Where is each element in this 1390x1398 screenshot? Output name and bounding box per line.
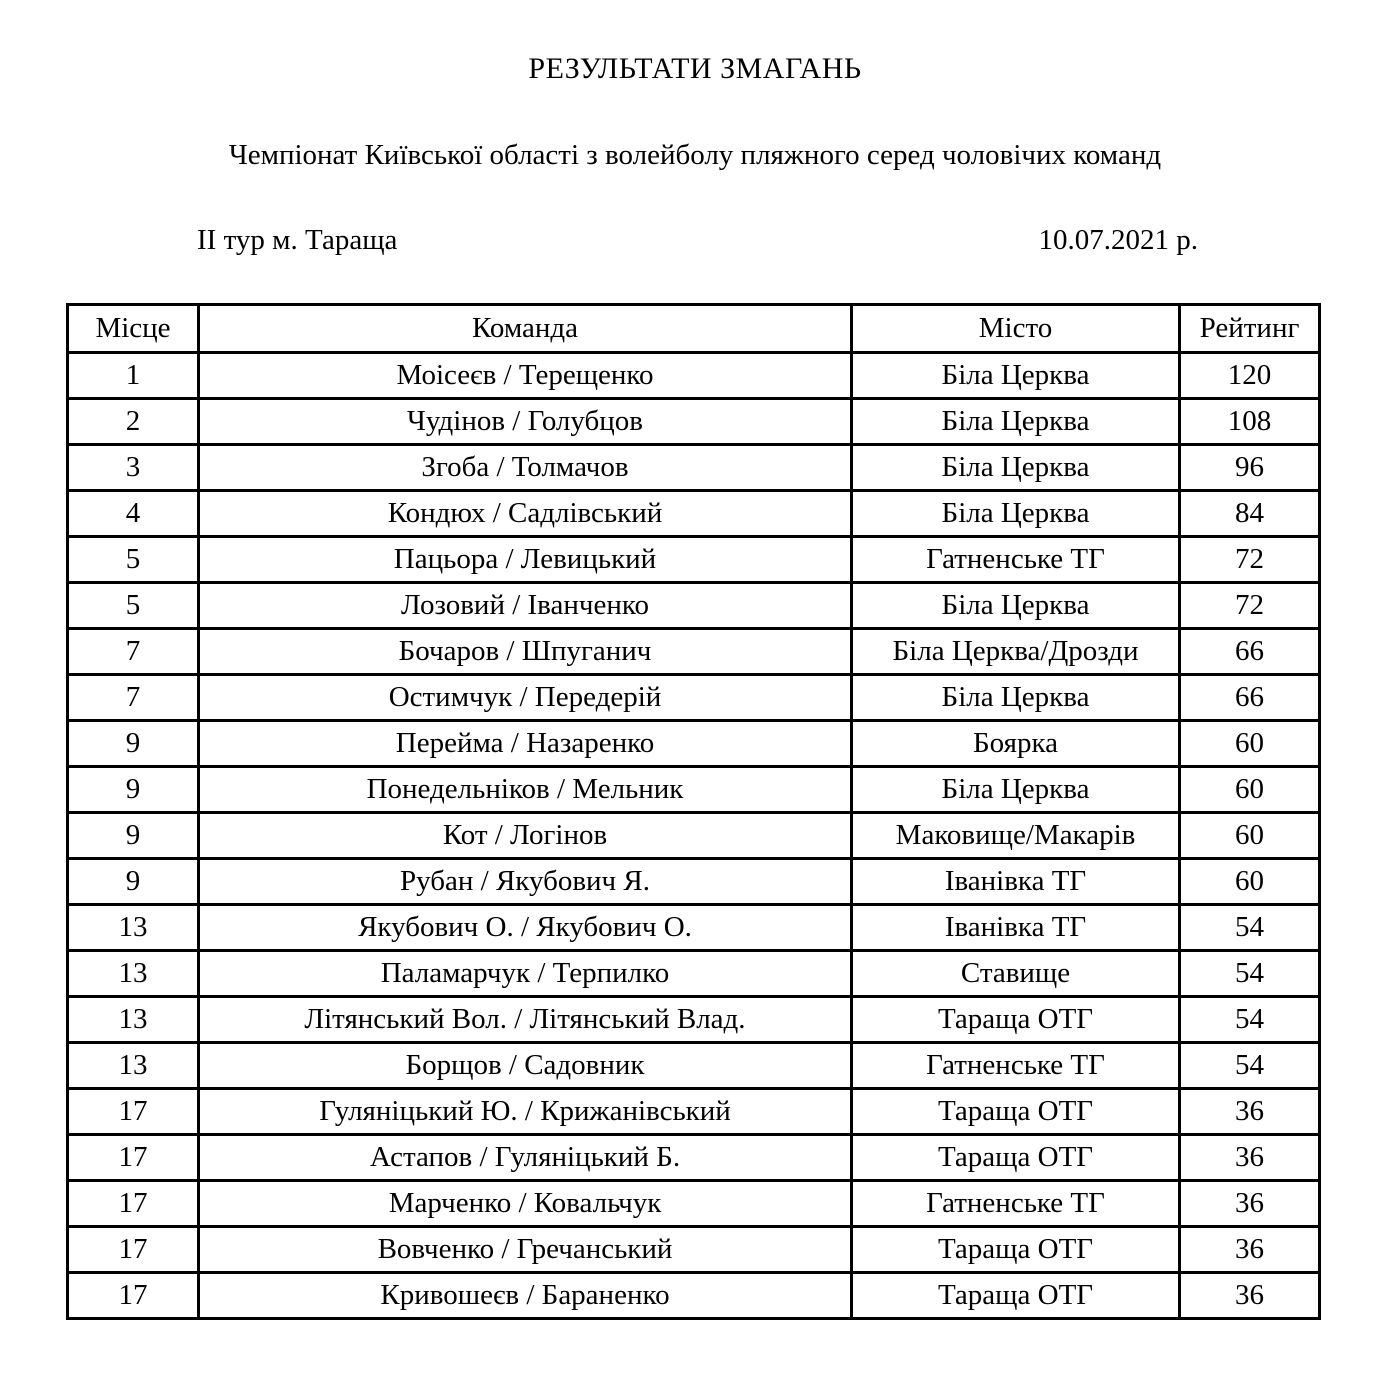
cell-team: Чудінов / Голубцов [199,399,852,445]
cell-place: 13 [68,951,199,997]
cell-city: Біла Церква [852,675,1180,721]
table-row [68,445,1320,491]
cell-place: 5 [68,537,199,583]
competition-subtitle: Чемпіонат Київської області з волейболу пляжного серед чоловічих команд [228,138,1162,171]
cell-place: 9 [68,859,199,905]
cell-team: Бочаров / Шпуганич [199,629,852,675]
table-header-row [68,305,1320,353]
cell-city: Іванівка ТГ [852,859,1180,905]
cell-place: 17 [68,1273,199,1319]
cell-place: 4 [68,491,199,537]
cell-city: Біла Церква [852,583,1180,629]
cell-team: Кондюх / Садлівський [199,491,852,537]
cell-place: 7 [68,675,199,721]
cell-place: 9 [68,767,199,813]
cell-team: Згоба / Толмачов [199,445,852,491]
cell-place: 17 [68,1089,199,1135]
cell-rating: 36 [1180,1227,1320,1273]
cell-city: Ставище [852,951,1180,997]
cell-place: 1 [68,353,199,399]
cell-rating: 36 [1180,1135,1320,1181]
table-row [68,767,1320,813]
cell-place: 13 [68,905,199,951]
tour-label: ІІ тур м. Тараща [197,223,398,256]
cell-city: Тараща ОТГ [852,1089,1180,1135]
cell-team: Понедельніков / Мельник [199,767,852,813]
table-row [68,951,1320,997]
cell-city: Боярка [852,721,1180,767]
cell-place: 13 [68,1043,199,1089]
cell-rating: 60 [1180,859,1320,905]
cell-team: Лозовий / Іванченко [199,583,852,629]
table-row [68,997,1320,1043]
cell-place: 5 [68,583,199,629]
cell-rating: 60 [1180,721,1320,767]
cell-team: Літянський Вол. / Літянський Влад. [199,997,852,1043]
col-header-rating: Рейтинг [1180,305,1320,353]
cell-team: Перейма / Назаренко [199,721,852,767]
cell-city: Тараща ОТГ [852,1227,1180,1273]
table-row [68,1181,1320,1227]
cell-rating: 66 [1180,675,1320,721]
cell-team: Кривошеєв / Бараненко [199,1273,852,1319]
table-row [68,1227,1320,1273]
cell-team: Марченко / Ковальчук [199,1181,852,1227]
cell-team: Вовченко / Гречанський [199,1227,852,1273]
cell-rating: 72 [1180,537,1320,583]
cell-place: 3 [68,445,199,491]
page-title: РЕЗУЛЬТАТИ ЗМАГАНЬ [528,52,862,85]
cell-place: 17 [68,1135,199,1181]
cell-city: Тараща ОТГ [852,1273,1180,1319]
cell-rating: 84 [1180,491,1320,537]
col-header-team: Команда [199,305,852,353]
cell-team: Моісеєв / Терещенко [199,353,852,399]
table-row [68,491,1320,537]
cell-rating: 60 [1180,813,1320,859]
cell-rating: 54 [1180,997,1320,1043]
cell-city: Гатненське ТГ [852,537,1180,583]
cell-city: Біла Церква [852,491,1180,537]
cell-rating: 72 [1180,583,1320,629]
col-header-place: Місце [68,305,199,353]
table-row [68,859,1320,905]
cell-team: Гуляніцький Ю. / Крижанівський [199,1089,852,1135]
cell-city: Біла Церква [852,445,1180,491]
table-row [68,1089,1320,1135]
table-row [68,721,1320,767]
results-table [66,303,1321,1320]
cell-city: Гатненське ТГ [852,1181,1180,1227]
cell-city: Біла Церква [852,767,1180,813]
cell-rating: 36 [1180,1089,1320,1135]
cell-rating: 54 [1180,905,1320,951]
cell-rating: 108 [1180,399,1320,445]
cell-rating: 66 [1180,629,1320,675]
cell-place: 7 [68,629,199,675]
cell-city: Біла Церква [852,353,1180,399]
cell-team: Пацьора / Левицький [199,537,852,583]
cell-place: 17 [68,1181,199,1227]
cell-team: Остимчук / Передерій [199,675,852,721]
table-row [68,629,1320,675]
table-row [68,675,1320,721]
cell-rating: 120 [1180,353,1320,399]
cell-place: 9 [68,721,199,767]
cell-rating: 36 [1180,1273,1320,1319]
cell-team: Рубан / Якубович Я. [199,859,852,905]
cell-team: Борщов / Садовник [199,1043,852,1089]
col-header-city: Місто [852,305,1180,353]
cell-city: Іванівка ТГ [852,905,1180,951]
cell-rating: 96 [1180,445,1320,491]
cell-rating: 54 [1180,951,1320,997]
table-row [68,583,1320,629]
cell-city: Гатненське ТГ [852,1043,1180,1089]
cell-rating: 36 [1180,1181,1320,1227]
table-row [68,1273,1320,1319]
cell-place: 17 [68,1227,199,1273]
cell-team: Якубович О. / Якубович О. [199,905,852,951]
cell-city: Біла Церква/Дрозди [852,629,1180,675]
table-row [68,537,1320,583]
cell-rating: 60 [1180,767,1320,813]
table-row [68,1043,1320,1089]
cell-rating: 54 [1180,1043,1320,1089]
cell-team: Паламарчук / Терпилко [199,951,852,997]
cell-place: 9 [68,813,199,859]
cell-team: Астапов / Гуляніцький Б. [199,1135,852,1181]
cell-team: Кот / Логінов [199,813,852,859]
table-row [68,353,1320,399]
cell-place: 2 [68,399,199,445]
table-row [68,905,1320,951]
cell-city: Біла Церква [852,399,1180,445]
results-table-body [68,353,1320,1319]
cell-place: 13 [68,997,199,1043]
cell-city: Маковище/Макарів [852,813,1180,859]
cell-city: Тараща ОТГ [852,1135,1180,1181]
table-row [68,399,1320,445]
meta-row [197,224,1198,257]
table-row [68,813,1320,859]
table-row [68,1135,1320,1181]
cell-city: Тараща ОТГ [852,997,1180,1043]
date-label: 10.07.2021 р. [1038,223,1198,256]
